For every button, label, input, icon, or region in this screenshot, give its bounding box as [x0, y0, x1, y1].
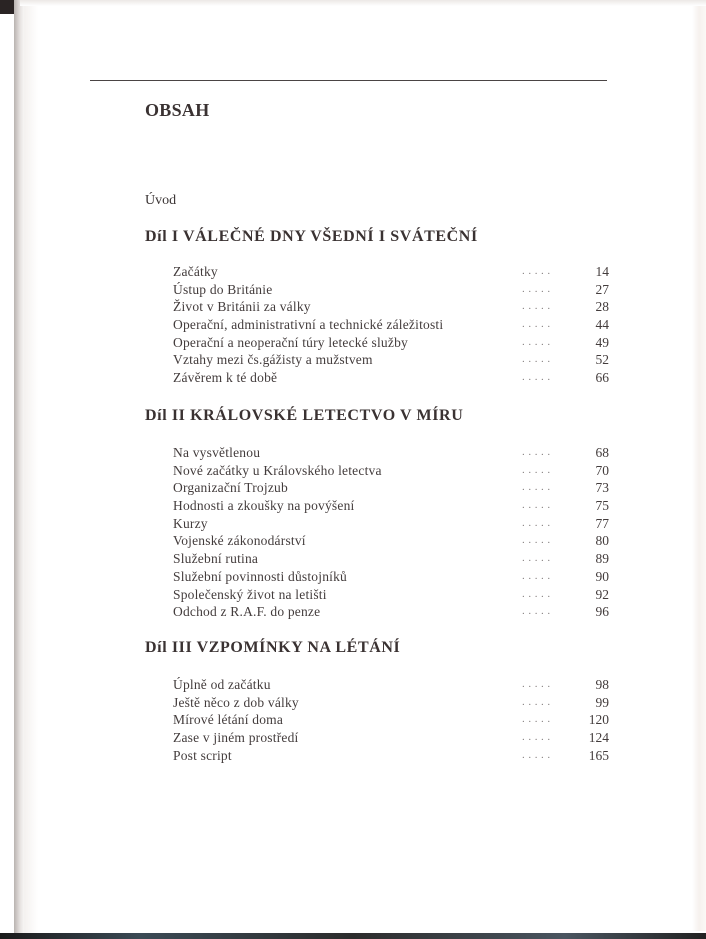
- entry-title: Organizační Trojzub: [173, 480, 288, 496]
- dot-leader: .....: [522, 587, 554, 600]
- dot-leader: .....: [522, 282, 554, 295]
- dot-leader: .....: [522, 481, 554, 494]
- part-1-entries: [173, 263, 609, 387]
- entry-title: Post script: [173, 747, 232, 763]
- dot-leader: .....: [522, 678, 554, 690]
- entry-title: Operační a neoperační túry letecké služby: [173, 334, 408, 350]
- toc-entry: [173, 747, 609, 765]
- toc-entry: [173, 369, 609, 387]
- dot-leader: .....: [522, 731, 554, 744]
- scan-bottom-edge: [0, 933, 706, 939]
- entry-title: Úplně od začátku: [173, 677, 271, 692]
- entry-page: 73: [595, 480, 609, 496]
- entry-page: 70: [595, 462, 609, 478]
- dot-leader: .....: [522, 353, 554, 366]
- toc-entry: [173, 711, 609, 729]
- scan-binding-fade: [24, 0, 38, 939]
- scan-right-edge: [692, 6, 706, 931]
- entry-title: Závěrem k té době: [173, 370, 278, 386]
- dot-leader: .....: [522, 605, 554, 618]
- dot-leader: .....: [522, 552, 554, 565]
- toc-entry: [173, 444, 609, 462]
- entry-page: 124: [588, 730, 609, 746]
- part-heading-1: Díl I VÁLEČNÉ DNY VŠEDNÍ I SVÁTEČNÍ: [145, 228, 478, 245]
- entry-title: Služební povinnosti důstojníků: [173, 568, 348, 584]
- entry-page: 99: [595, 694, 609, 710]
- toc-entry: [173, 694, 609, 712]
- dot-leader: .....: [522, 371, 554, 384]
- dot-leader: .....: [522, 463, 554, 476]
- toc-entry: [173, 316, 609, 334]
- dot-leader: .....: [522, 516, 554, 529]
- entry-page: 120: [588, 712, 609, 728]
- scan-binding-shadow: [14, 0, 24, 939]
- part-2-entries: [173, 444, 609, 621]
- entry-title: Mírové létání doma: [173, 712, 284, 728]
- dot-leader: .....: [522, 335, 554, 348]
- part-heading-2: Díl II KRÁLOVSKÉ LETECTVO V MÍRU: [145, 407, 464, 424]
- entry-page: 52: [595, 352, 609, 368]
- toc-entry: [173, 497, 609, 515]
- scan-top-edge: [20, 0, 706, 6]
- header-rule: [90, 80, 607, 81]
- dot-leader: .....: [522, 713, 554, 726]
- toc-entry: [173, 676, 609, 694]
- page-title: OBSAH: [145, 100, 210, 120]
- entry-title: Život v Británii za války: [173, 299, 311, 315]
- entry-page: 89: [595, 551, 609, 567]
- entry-title: Nové začátky u Královského letectva: [173, 462, 382, 478]
- dot-leader: .....: [522, 534, 554, 547]
- entry-title: Začátky: [173, 264, 218, 279]
- entry-title: Služební rutina: [173, 551, 259, 567]
- entry-page: 44: [595, 317, 609, 333]
- entry-page: 75: [595, 498, 609, 514]
- entry-page: 14: [595, 264, 609, 279]
- entry-page: 66: [595, 370, 609, 386]
- dot-leader: .....: [522, 318, 554, 331]
- entry-page: 49: [595, 334, 609, 350]
- dot-leader: .....: [522, 748, 554, 761]
- toc-entry: [173, 351, 609, 369]
- toc-entry: [173, 729, 609, 747]
- entry-title: Odchod z R.A.F. do penze: [173, 604, 321, 620]
- entry-page: 80: [595, 533, 609, 549]
- toc-entry: [173, 298, 609, 316]
- dot-leader: .....: [522, 569, 554, 582]
- entry-page: 165: [588, 747, 609, 763]
- toc-entry: [173, 263, 609, 281]
- entry-page: 28: [595, 299, 609, 315]
- entry-title: Ještě něco z dob války: [173, 694, 299, 710]
- toc-entry: [173, 462, 609, 480]
- entry-title: Na vysvětlenou: [173, 445, 261, 460]
- entry-page: 68: [595, 445, 609, 460]
- toc-intro: Úvod: [145, 193, 177, 208]
- dot-leader: .....: [522, 265, 554, 277]
- entry-page: 77: [595, 515, 609, 531]
- entry-title: Hodnosti a zkoušky na povýšení: [173, 498, 355, 514]
- toc-entry: [173, 479, 609, 497]
- dot-leader: .....: [522, 499, 554, 512]
- entry-page: 96: [595, 604, 609, 620]
- entry-title: Společenský život na letišti: [173, 586, 327, 602]
- entry-title: Operační, administrativní a technické záležitosti: [173, 317, 444, 333]
- part-heading-3: Díl III VZPOMÍNKY NA LÉTÁNÍ: [145, 639, 401, 656]
- entry-title: Vztahy mezi čs.gážisty a mužstvem: [173, 352, 373, 368]
- toc-entry: [173, 334, 609, 352]
- dot-leader: .....: [522, 300, 554, 313]
- entry-title: Vojenské zákonodárství: [173, 533, 306, 549]
- toc-entry: [173, 550, 609, 568]
- entry-page: 90: [595, 568, 609, 584]
- entry-title: Ústup do Británie: [173, 281, 273, 297]
- toc-entry: [173, 603, 609, 621]
- dot-leader: .....: [522, 446, 554, 458]
- toc-entry: [173, 586, 609, 604]
- toc-entry: [173, 568, 609, 586]
- entry-page: 27: [595, 281, 609, 297]
- toc-entry: [173, 532, 609, 550]
- entry-title: Zase v jiném prostředí: [173, 730, 299, 746]
- toc-entry: [173, 515, 609, 533]
- toc-entry: [173, 281, 609, 299]
- entry-page: 98: [595, 677, 609, 692]
- entry-page: 92: [595, 586, 609, 602]
- dot-leader: .....: [522, 695, 554, 708]
- entry-title: Kurzy: [173, 515, 208, 531]
- part-3-entries: [173, 676, 609, 764]
